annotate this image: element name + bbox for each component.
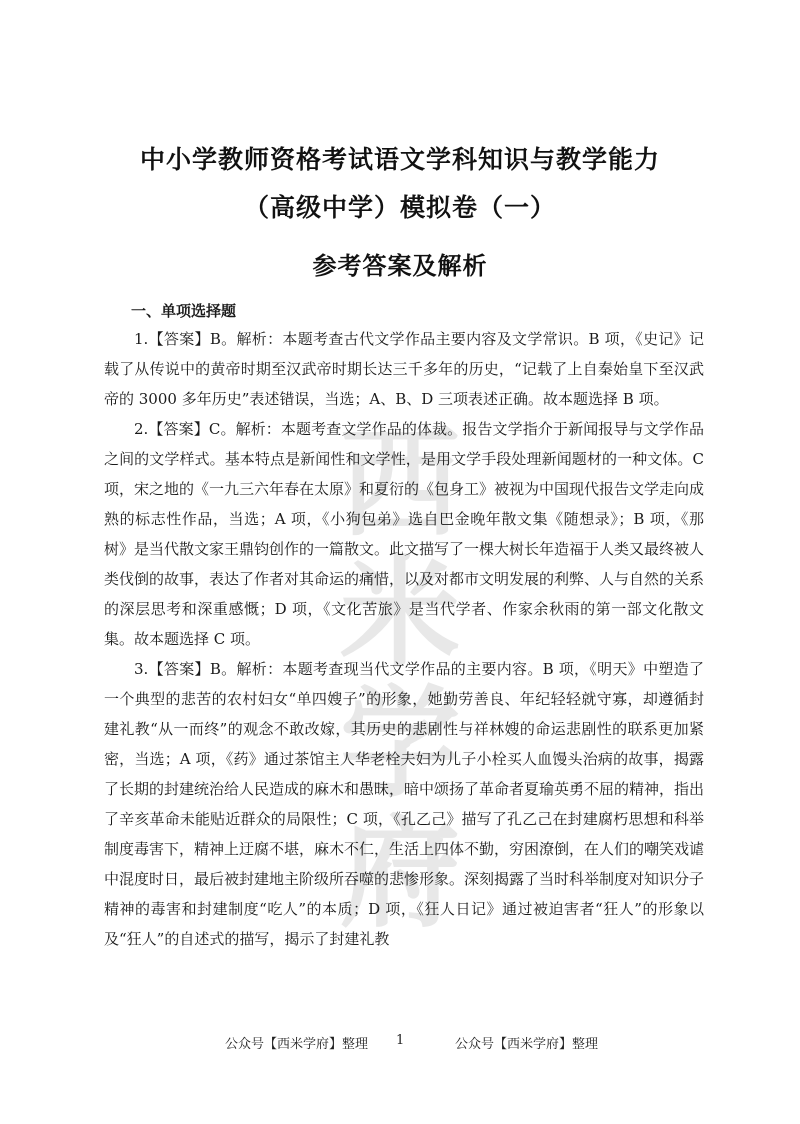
watermark: 西米学府 [340, 415, 460, 944]
answer-paragraph-1: 1.【答案】B。解析：本题考查古代文学作品主要内容及文学常识。B 项，《史记》记载了从传说中的黄帝时期至汉武帝时期长达三千多年的历史，“记载了上自秦始皇下至汉武帝的 3000 多年历史”表述错误，当选；A、B、D 三项表述正确。故本题选择 B 项。 [104, 330, 704, 408]
page-number: 1 [396, 1033, 405, 1048]
answer-paragraph-3: 3.【答案】B。解析：本题考查现当代文学作品的主要内容。B 项，《明天》中塑造了一个典型的悲苦的农村妇女“单四嫂子”的形象，她勤劳善良、年纪轻轻就守寡，却遵循封建礼教“从一而终”的观念不敢改嫁，其历史的悲剧性与祥林嫂的命运悲剧性的联系更加紧密，当选；A 项，《药》通过茶馆主人华老栓夫妇为儿子小栓买人血馒头治病的故事，揭露了长期的封建统治给人民造成的麻木和愚昧，暗中颂扬了革命者夏瑜英勇不屈的精神，指出了辛亥革命未能贴近群众的局限性；C 项，《孔乙己》描写了孔乙己在封建腐朽思想和科举制度毒害下，精神上迂腐不堪，麻木不仁，生活上四体不勤，穷困潦倒，在人们的嘲笑戏谑中混度时日，最后被封建地主阶级所吞噬的悲惨形象。深刻揭露了当时科举制度对知识分子精神的毒害和封建制度“吃人”的本质；D 项，《狂人日记》通过被迫害者“狂人”的形象以及“狂人”的自述式的描写，揭示了封建礼教 [104, 660, 705, 948]
footer-right-text: 公众号【西米学府】整理 [455, 1037, 599, 1052]
document-title-line-1: 中小学教师资格考试语文学科知识与教学能力 [139, 145, 660, 174]
footer-left-text: 公众号【西米学府】整理 [225, 1037, 369, 1052]
document-title-line-2: （高级中学）模拟卷（一） [243, 193, 556, 222]
answer-paragraph-2: 2.【答案】C。解析：本题考查文学作品的体裁。报告文学指介于新闻报导与文学作品之间的文学样式。基本特点是新闻性和文学性，是用文学手段处理新闻题材的一种文体。C 项，宋之地的《一九三六年春在太原》和夏衍的《包身工》被视为中国现代报告文学走向成熟的标志性作品，当选；A 项，《小狗包弟》选自巴金晚年散文集《随想录》；B 项，《那树》是当代散文家王鼎钧创作的一篇散文。此文描写了一棵大树长年造福于人类又最终被人类伐倒的故事，表达了作者对其命运的痛惜，以及对都市文明发展的利弊、人与自然的关系的深层思考和深重感慨；D 项，《文化苦旅》是当代学者、作家余秋雨的第一部文化散文集。故本题选择 C 项。 [104, 420, 705, 648]
document-subtitle: 参考答案及解析 [312, 252, 488, 280]
answer-content [104, 324, 704, 954]
section-heading: 一、单项选择题 [131, 302, 237, 320]
